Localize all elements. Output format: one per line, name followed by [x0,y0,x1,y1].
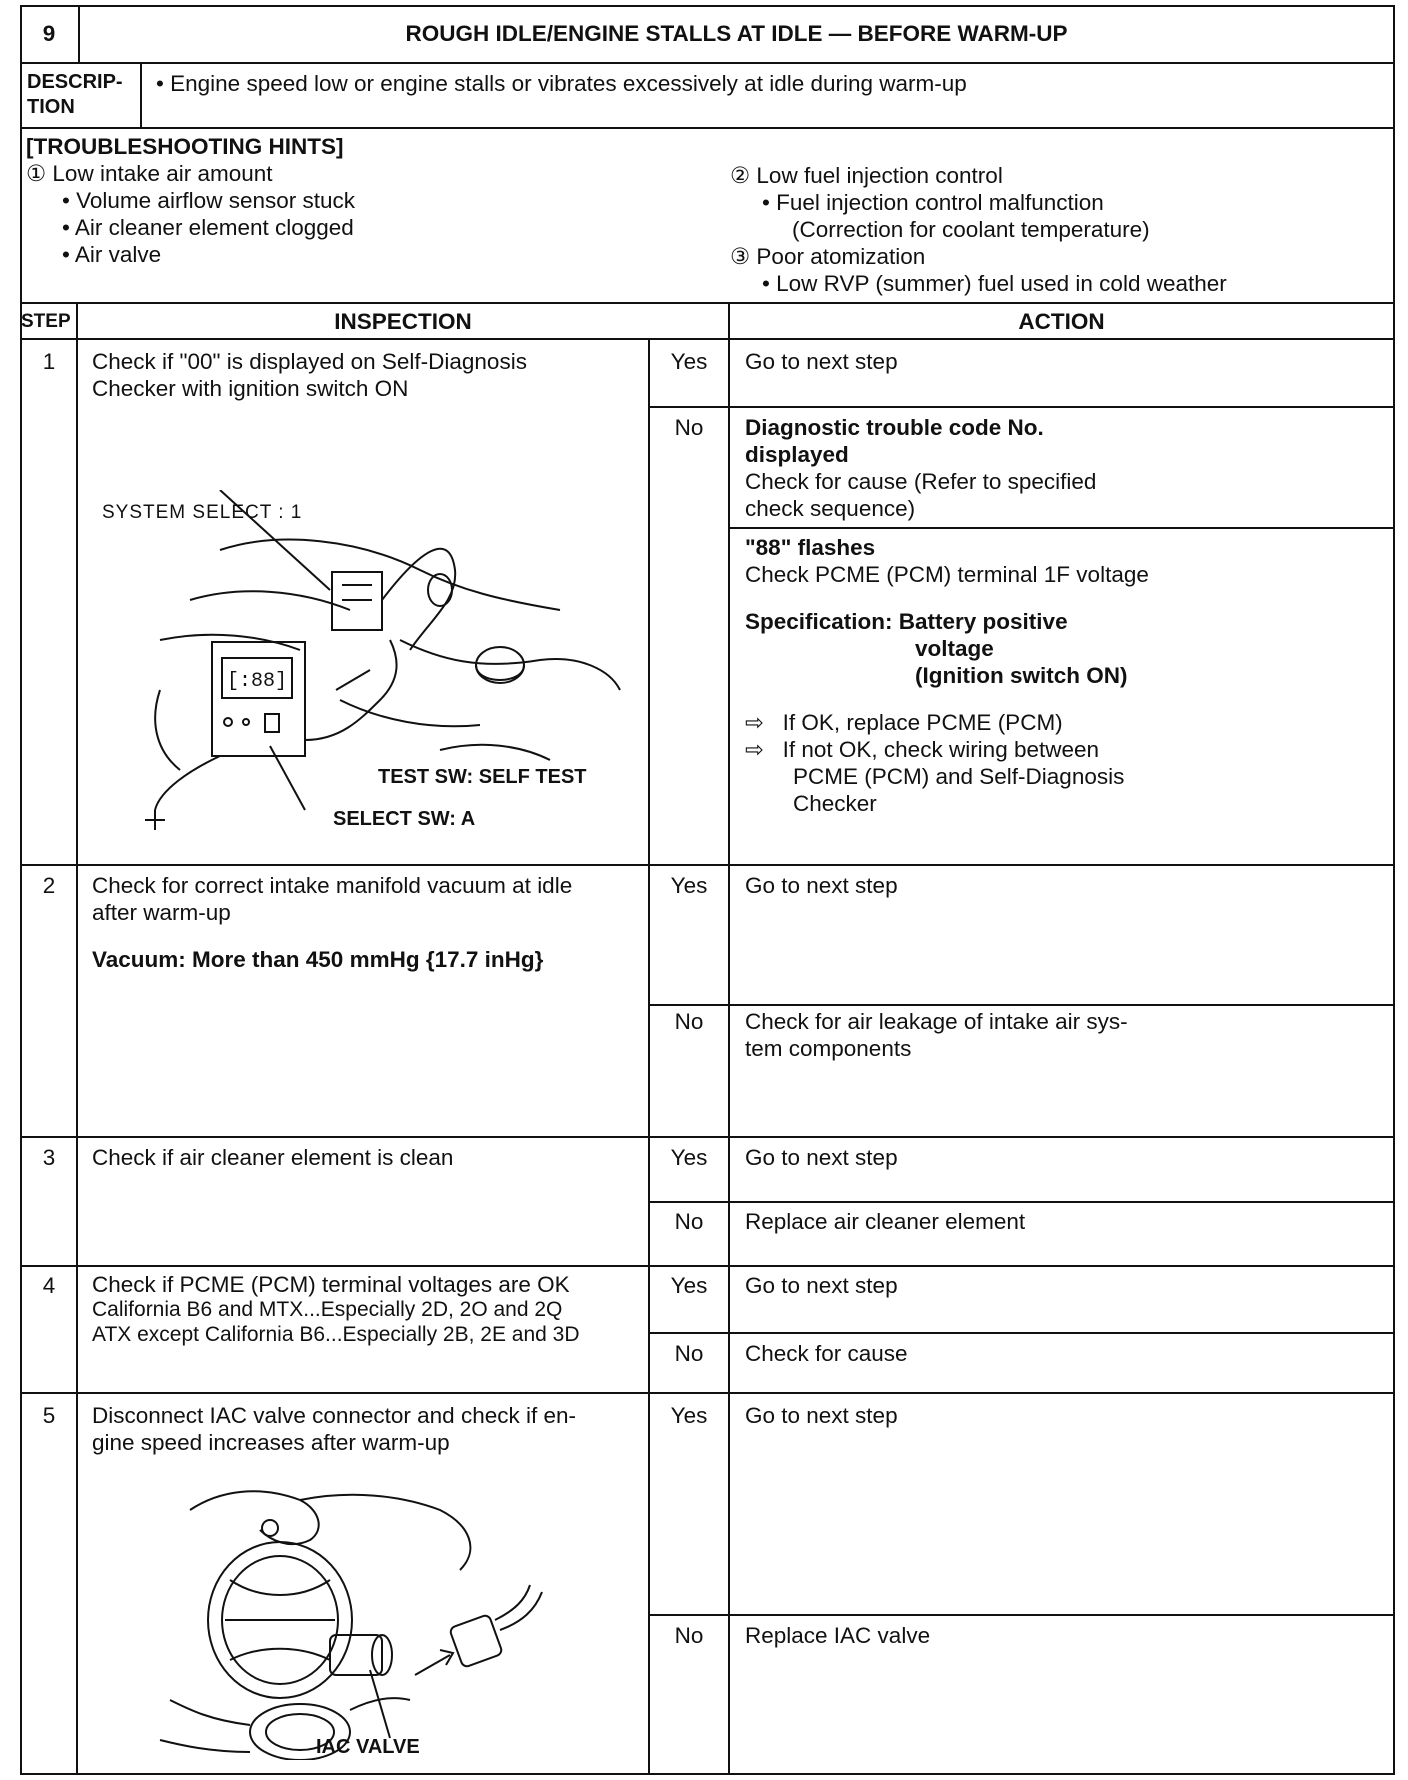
step-4-yes-action: Go to next step [745,1273,898,1298]
iac-valve-diagram [150,1470,630,1760]
step-number: 3 [42,1145,56,1170]
step-number: 2 [42,873,56,898]
hint-1-title: ① Low intake air amount [26,161,273,186]
rule-step-2 [20,864,1395,866]
step-5-inspection: Disconnect IAC valve connector and check if en- gine speed increases after warm-up [92,1403,576,1455]
rule-s1-yes-no [648,406,1395,408]
step-2-no-action: Check for air leakage of intake air sys- tem components [745,1009,1128,1061]
step-number: 1 [42,349,56,374]
rule-s5-yes-no [648,1614,1395,1616]
answer-no: No [674,1341,704,1366]
rule-step-4 [20,1265,1395,1267]
column-inspection: INSPECTION [334,309,472,334]
callout-system-select: SYSTEM SELECT : 1 [102,502,303,523]
rule-col-inspection [648,338,650,1775]
answer-yes: Yes [670,873,708,898]
hint-2-item: (Correction for coolant temperature) [792,217,1150,242]
step-3-no-action: Replace air cleaner element [745,1209,1026,1234]
hints-left [26,160,355,268]
step-5-no-action: Replace IAC valve [745,1623,931,1648]
rule-step-5 [20,1392,1395,1394]
rule-description [20,127,1395,129]
column-step: STEP [21,311,71,332]
rule-hints [20,302,1395,304]
frame-bottom [20,1773,1395,1775]
arrow-right-icon: ⇨ [745,737,764,762]
answer-no: No [674,1009,704,1034]
engine-outline [220,540,560,610]
hint-1-item: • Air valve [62,242,162,267]
step-3-yes-action: Go to next step [745,1145,898,1170]
rule-title [20,62,1395,64]
frame-right [1393,5,1395,1775]
hints-right [730,162,1227,297]
rule-col-step [76,302,78,1775]
step-number: 5 [42,1403,56,1428]
section-number: 9 [42,21,56,46]
answer-no: No [674,415,704,440]
section-title: ROUGH IDLE/ENGINE STALLS AT IDLE — BEFORE WARM-UP [405,21,1068,46]
rule-s3-yes-no [648,1201,1395,1203]
rule-col-yesno [728,302,730,1775]
hint-1-item: • Volume airflow sensor stuck [62,188,355,213]
rule-columns [20,338,1395,340]
rule-desc-split [140,62,142,128]
answer-no: No [674,1209,704,1234]
answer-no: No [674,1623,704,1648]
frame-top [20,5,1395,7]
rule-s2-yes-no [648,1004,1395,1006]
hint-2-item: • Fuel injection control malfunction [762,190,1104,215]
hint-3-title: ③ Poor atomization [730,244,926,269]
column-action: ACTION [1018,309,1105,334]
rule-s4-yes-no [648,1332,1395,1334]
step-4-no-action: Check for cause [745,1341,908,1366]
hint-3-item: • Low RVP (summer) fuel used in cold weather [762,271,1227,296]
step-1-yes-action: Go to next step [745,349,898,374]
callout-select-sw: SELECT SW: A [333,808,476,830]
step-2-yes-action: Go to next step [745,873,898,898]
answer-yes: Yes [670,1403,708,1428]
step-4-inspection: Check if PCME (PCM) terminal voltages are OK California B6 and MTX...Especially 2D, 2O and 2Q ATX except California B6...Especially 2B, 2E and 3D [92,1272,580,1346]
rule-step-3 [20,1136,1395,1138]
arrow-right-icon: ⇨ [745,710,764,735]
svg-text:[:88]: [:88] [226,670,288,693]
vacuum-spec: Vacuum: More than 450 mmHg {17.7 inHg} [92,947,544,972]
hint-2-title: ② Low fuel injection control [730,163,1003,188]
hints-heading: [TROUBLESHOOTING HINTS] [26,134,344,159]
step-number: 4 [42,1273,56,1298]
hint-1-item: • Air cleaner element clogged [62,215,354,240]
description-label: DESCRIP- TION [27,71,123,118]
answer-yes: Yes [670,349,708,374]
step-1-88-action: "88" flashes Check PCME (PCM) terminal 1F voltage Specification: Battery positive voltage (Ignition switch ON) ⇨ If OK, replace PCME (PCM) ⇨ If not OK, check wiring between PCME (PCM) and Self-Diagnosis Checker [745,535,1149,816]
answer-yes: Yes [670,1145,708,1170]
specification: Specification: Battery positive [745,609,1068,634]
answer-yes: Yes [670,1273,708,1298]
rule-s1-no-88 [728,527,1395,529]
step-1-no-action: Diagnostic trouble code No. displayed Check for cause (Refer to specified check sequence) [745,415,1097,521]
step-1-inspection: Check if "00" is displayed on Self-Diagnosis Checker with ignition switch ON [92,349,527,401]
step-2-inspection: Check for correct intake manifold vacuum at idle after warm-up Vacuum: More than 450 mmHg {17.7 inHg} [92,873,573,972]
step-3-inspection: Check if air cleaner element is clean [92,1145,454,1170]
callout-test-sw: TEST SW: SELF TEST [378,766,587,788]
callout-iac-valve: IAC VALVE [316,1736,420,1758]
step-5-yes-action: Go to next step [745,1403,898,1428]
description-text: • Engine speed low or engine stalls or vibrates excessively at idle during warm-up [156,71,967,96]
